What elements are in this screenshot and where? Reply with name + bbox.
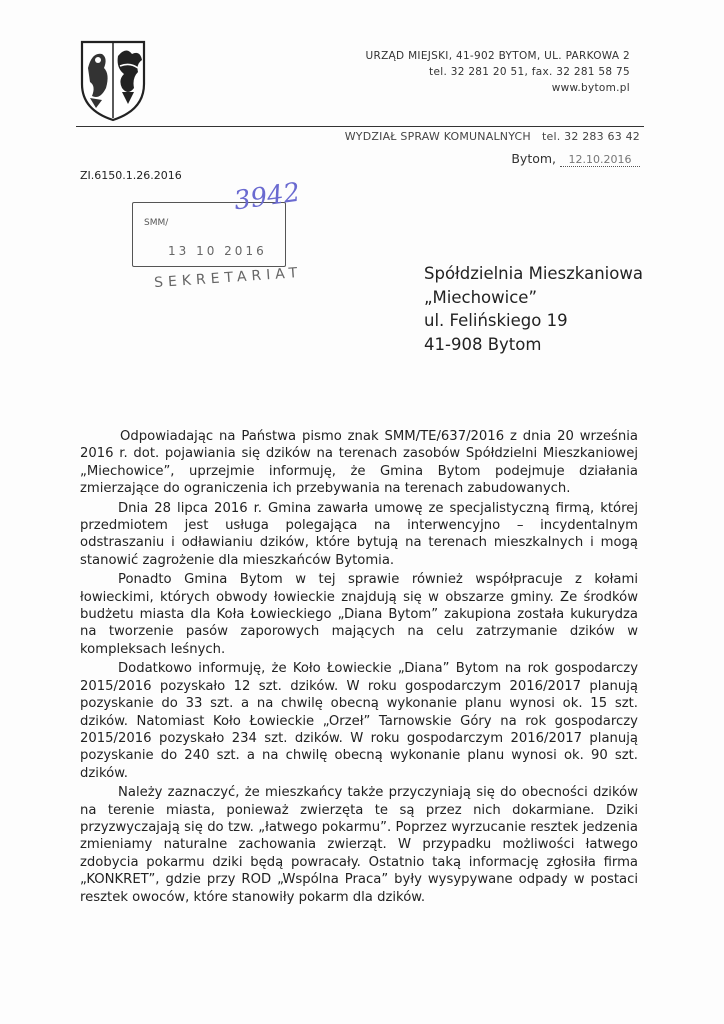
paragraph-4: Dodatkowo informuję, że Koło Łowieckie „Diana” Bytom na rok gospodarczy 2015/2016 pozyskało 12 szt. dzików. W roku gospodarczym 2016/2017 planują pozyskanie do 33 szt. a na chwilę obecną wykonanie planu wynosi ok. 15 szt. dzików. Natomiast Koło Łowieckie „Orzeł” Tarnowskie Góry na rok gospodarczy 2015/2016 pozyskało 234 szt. dzików. W roku gospodarczym 2016/2017 planują pozyskanie do 240 szt. a na chwilę obecną wykonanie planu wynosi ok. 90 szt. dzików. [80, 661, 638, 781]
city-coat-of-arms-icon [78, 38, 148, 122]
header-divider [76, 126, 644, 127]
stamp-org: SMM/ [144, 218, 169, 228]
letterhead [365, 48, 630, 96]
department-name: WYDZIAŁ SPRAW KOMUNALNYCH [344, 130, 531, 143]
stamp-date: 13 10 2016 [168, 244, 267, 258]
office-website: www.bytom.pl [551, 82, 630, 94]
letter-body [80, 428, 638, 908]
office-phone: tel. 32 281 20 51, fax. 32 281 58 75 [429, 66, 630, 78]
recipient-line-1: Spółdzielnia Mieszkaniowa [424, 264, 643, 283]
stamp-label: SEKRETARIAT [153, 264, 303, 292]
handwritten-number: 3942 [232, 177, 302, 217]
recipient-address [424, 262, 643, 356]
department-line [345, 130, 640, 143]
recipient-line-2: „Miechowice” [424, 287, 537, 307]
office-address: URZĄD MIEJSKI, 41-902 BYTOM, UL. PARKOWA 2 [365, 50, 630, 62]
recipient-line-3: ul. Felińskiego 19 [424, 311, 568, 330]
paragraph-2: Dnia 28 lipca 2016 r. Gmina zawarła umowę ze specjalistyczną firmą, której przedmiotem jest usługa polegająca na interwencyjno – incydentalnym odstraszaniu i odławianiu dzików, które bytują na terenach mieszkalnych i mogą stanowić zagrożenie dla mieszkańców Bytomia. [80, 500, 638, 568]
place: Bytom, [511, 151, 557, 166]
reference-number: ZI.6150.1.26.2016 [80, 169, 182, 182]
paragraph-1: Odpowiadając na Państwa pismo znak SMM/TE/637/2016 z dnia 20 września 2016 r. dot. pojawiania się dzików na terenach zasobów Spółdzielni Mieszkaniowej „Miechowice”, uprzejmie informuję, że Gmina Bytom podejmuje działania zmierzające do ograniczenia ich przebywania na terenach zabudowanych. [80, 429, 638, 497]
receipt-stamp [130, 177, 310, 305]
paragraph-3: Ponadto Gmina Bytom w tej sprawie również współpracuje z kołami łowieckimi, których obwody łowieckie znajdują się w obszarze gminy. Ze środków budżetu miasta dla Koła Łowieckiego „Diana Bytom” zakupiona została kukurydza na tworzenie pasów zaporowych mających na celu zatrzymanie dzików w kompleksach leśnych. [80, 572, 638, 657]
department-phone: tel. 32 283 63 42 [541, 130, 640, 143]
letter-date: 12.10.2016 [560, 153, 640, 167]
place-and-date [511, 151, 640, 167]
recipient-line-4: 41-908 Bytom [424, 334, 542, 354]
paragraph-5: Należy zaznaczyć, że mieszkańcy także przyczyniają się do obecności dzików na terenie miasta, ponieważ zwierzęta te są przez nich dokarmiane. Dziki przyzwyczajają się do tzw. „łatwego pokarmu”. Poprzez wyrzucanie resztek jedzenia zmieniamy naturalne zachowania zwierząt. W przypadku możliwości łatwego zdobycia pokarmu dziki będą powracały. Ostatnio taką informację zgłosiła firma „KONKRET”, gdzie przy ROD „Wspólna Praca” były wysypywane odpady w postaci resztek owoców, które stanowiły pokarm dla dzików. [80, 785, 638, 905]
